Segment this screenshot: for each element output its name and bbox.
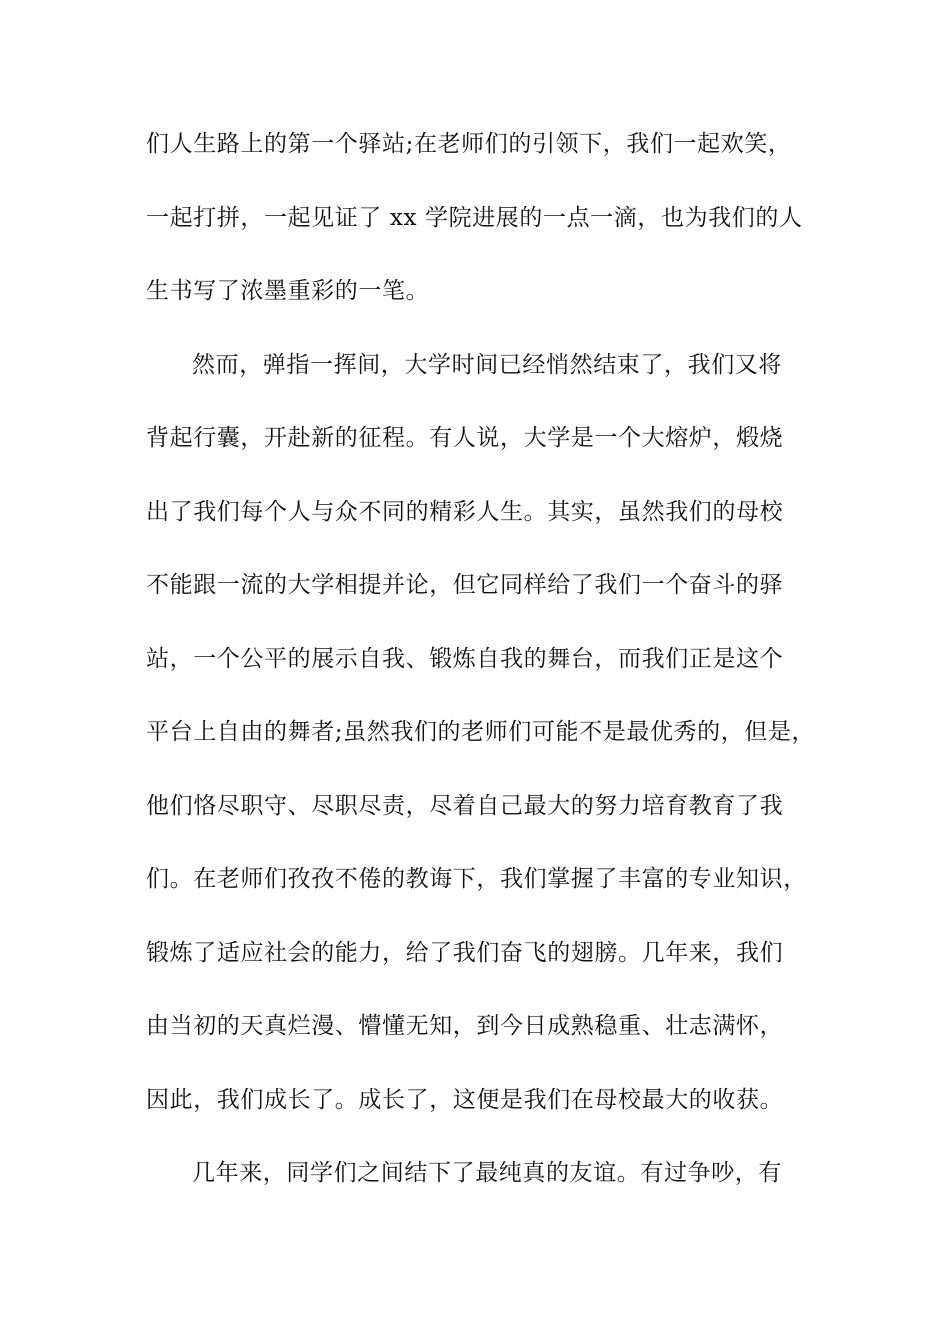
text-line-6: 出了我们每个人与众不同的精彩人生。其实，虽然我们的母校 — [146, 498, 784, 525]
text-line-12: 锻炼了适应社会的能力，给了我们奋飞的翅膀。几年来，我们 — [146, 939, 784, 966]
text-line-15: 几年来，同学们之间结下了最纯真的友谊。有过争吵，有 — [192, 1160, 782, 1186]
text-line-2: 一起打拼，一起见证了 xx 学院进展的一点一滴，也为我们的人 — [146, 204, 803, 231]
text-line-4: 然而，弹指一挥间，大学时间已经悄然结束了，我们又将 — [192, 351, 782, 378]
body-text — [146, 126, 826, 1229]
text-line-11: 们。在老师们孜孜不倦的教诲下，我们掌握了丰富的专业知识， — [146, 866, 807, 892]
text-line-5: 背起行囊，开赴新的征程。有人说，大学是一个大熔炉，煅烧 — [146, 425, 784, 451]
text-line-13: 由当初的天真烂漫、懵懂无知，到今日成熟稳重、壮志满怀， — [146, 1013, 784, 1039]
text-line-10: 他们恪尽职守、尽职尽责，尽着自己最大的努力培育教育了我 — [146, 792, 784, 819]
text-line-9: 平台上自由的舞者;虽然我们的老师们可能不是最优秀的，但是， — [146, 719, 816, 745]
text-line-7: 不能跟一流的大学相提并论，但它同样给了我们一个奋斗的驿 — [146, 572, 784, 598]
text-line-8: 站，一个公平的展示自我、锻炼自我的舞台，而我们正是这个 — [146, 645, 784, 672]
text-line-14: 因此，我们成长了。成长了，这便是我们在母校最大的收获。 — [146, 1086, 784, 1113]
text-line-1: 们人生路上的第一个驿站;在老师们的引领下，我们一起欢笑， — [146, 131, 792, 157]
text-line-3: 生书写了浓墨重彩的一笔。 — [146, 278, 430, 304]
